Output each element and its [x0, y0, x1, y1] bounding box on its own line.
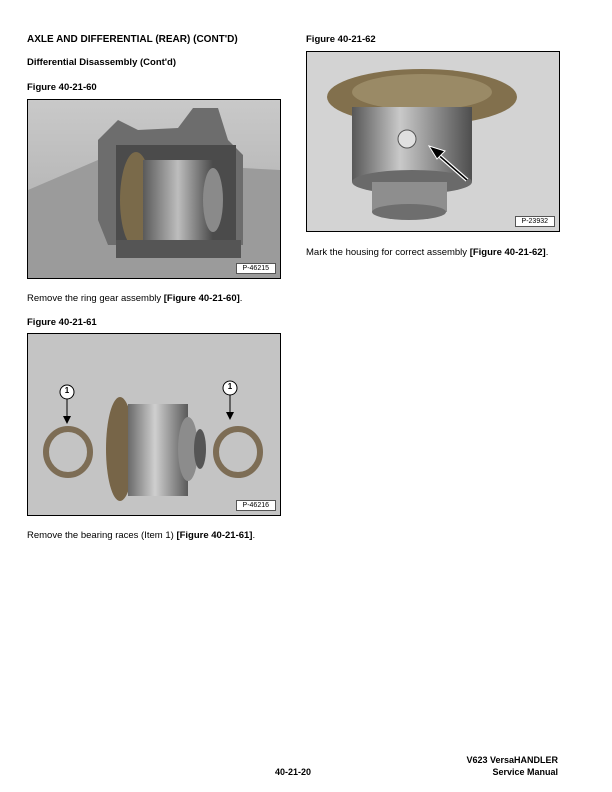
- callout-1-right-label: 1: [227, 382, 233, 391]
- figure-reference[interactable]: [Figure 40-21-61]: [176, 530, 253, 541]
- paragraph-end: .: [239, 293, 243, 304]
- photo-code-60: P-46215: [236, 263, 276, 274]
- callout-1-left-label: 1: [64, 386, 70, 395]
- paragraph-remove-bearing-races: [27, 529, 255, 543]
- paragraph-remove-ring-gear: [27, 292, 242, 306]
- figure-title-62: Figure 40-21-62: [306, 34, 376, 45]
- paragraph-mark-housing: [306, 246, 558, 260]
- paragraph-text: Remove the ring gear assembly: [27, 293, 164, 304]
- figure-title-61: Figure 40-21-61: [27, 317, 97, 328]
- subsection-title: Differential Disassembly (Cont'd): [27, 57, 177, 68]
- figure-title-60: Figure 40-21-60: [27, 82, 97, 93]
- figure-61-photo: [27, 333, 281, 516]
- paragraph-text: Mark the housing for correct assembly: [306, 247, 470, 258]
- bearing-races-image: [28, 334, 280, 515]
- section-title: AXLE AND DIFFERENTIAL (REAR) (CONT'D): [27, 34, 238, 45]
- figure-62-photo: [306, 51, 560, 232]
- figure-reference[interactable]: [Figure 40-21-60]: [163, 293, 240, 304]
- footer-product: V623 VersaHANDLER: [466, 755, 558, 765]
- page-number: 40-21-20: [275, 767, 312, 777]
- differential-carrier-image: [28, 100, 280, 278]
- figure-reference[interactable]: [Figure 40-21-62]: [469, 247, 546, 258]
- housing-mark-image: [307, 52, 559, 231]
- photo-code-61: P-46216: [236, 500, 276, 511]
- paragraph-text: Remove the bearing races (Item 1): [27, 530, 177, 541]
- figure-60-photo: [27, 99, 281, 279]
- paragraph-end: .: [545, 247, 549, 258]
- photo-code-62: P-23932: [515, 216, 555, 227]
- footer-manual: Service Manual: [492, 767, 558, 777]
- paragraph-end: .: [252, 530, 256, 541]
